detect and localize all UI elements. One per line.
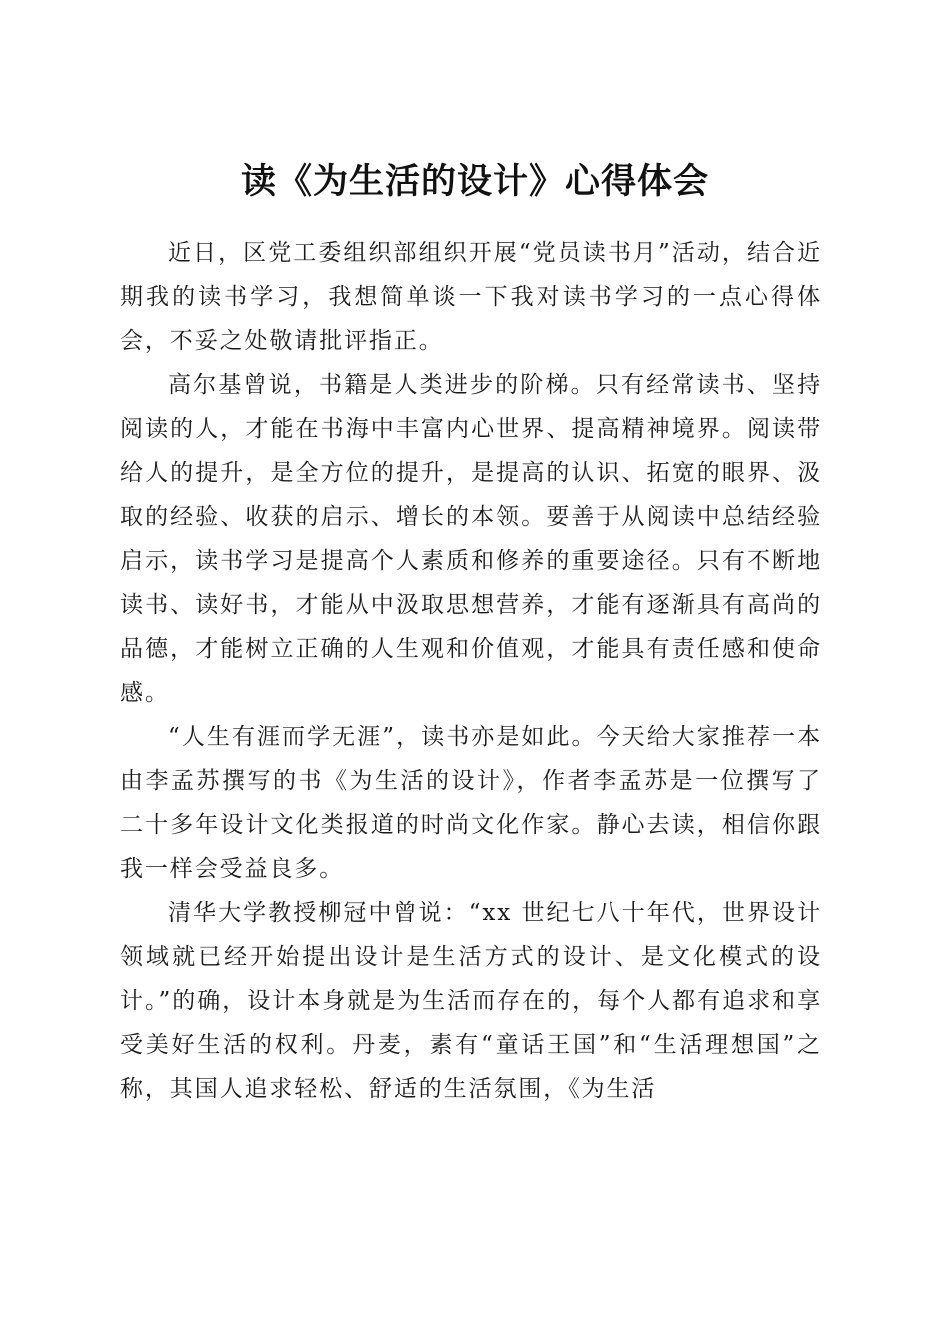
paragraph-design-life: 清华大学教授柳冠中曾说：“xx 世纪七八十年代，世界设计领域就已经开始提出设计是生活方式的设计、是文化模式的设计。”的确，设计本身就是为生活而存在的，每个人都有追求和享受美好生活的权利。丹麦，素有“童话王国”和“生活理想国”之称，其国人追求轻松、舒适的生活氛围，《为生活 bbox=[120, 900, 822, 1102]
paragraph-gorky-quote: 高尔基曾说，书籍是人类进步的阶梯。只有经常读书、坚持阅读的人，才能在书海中丰富内心世界、提高精神境界。阅读带给人的提升，是全方位的提升，是提高的认识、拓宽的眼界、汲取的经验、收获的启示、增长的本领。要善于从阅读中总结经验启示，读书学习是提高个人素质和修养的重要途径。只有不断地读书、读好书，才能从中汲取思想营养，才能有逐渐具有高尚的品德，才能树立正确的人生观和价值观，才能具有责任感和使命感。 bbox=[120, 372, 822, 706]
paragraph-intro: 近日，区党工委组织部组织开展“党员读书月”活动，结合近期我的读书学习，我想简单谈一下我对读书学习的一点心得体会，不妥之处敬请批评指正。 bbox=[120, 240, 822, 354]
document-body bbox=[120, 231, 822, 1111]
paragraph-book-recommendation: “人生有涯而学无涯”，读书亦是如此。今天给大家推荐一本由李孟苏撰写的书《为生活的设计》，作者李孟苏是一位撰写了二十多年设计文化类报道的时尚文化作家。静心去读，相信你跟我一样会受益良多。 bbox=[120, 724, 822, 882]
document-title: 读《为生活的设计》心得体会 bbox=[240, 161, 709, 203]
